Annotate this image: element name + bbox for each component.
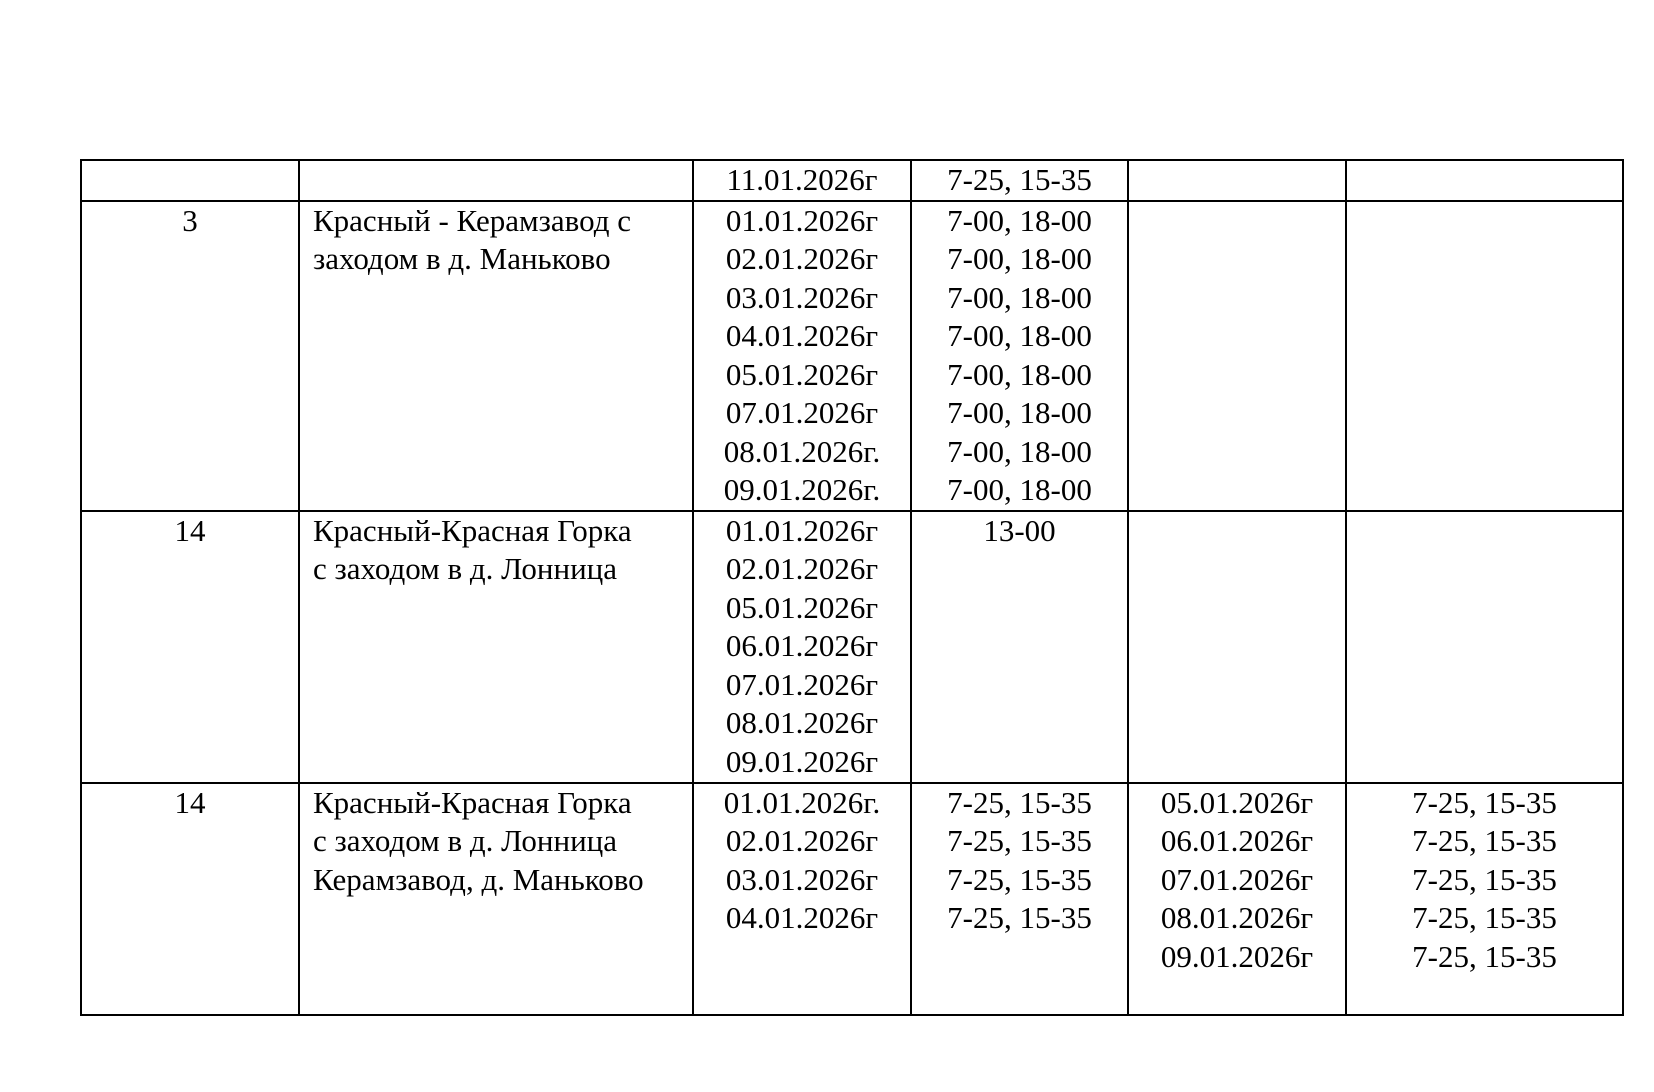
dates-line: 06.01.2026г	[1160, 823, 1314, 858]
extra-times-cell	[1346, 160, 1623, 201]
dates-line: 07.01.2026г	[1160, 861, 1314, 897]
dates-line: 11.01.2026г	[726, 162, 878, 197]
dates-line: 01.01.2026г	[725, 512, 879, 548]
dates-line: 02.01.2026г	[725, 241, 879, 276]
dates-cell	[693, 201, 911, 511]
extra-dates-cell	[1128, 160, 1346, 201]
dates-line: 09.01.2026г.	[723, 472, 881, 507]
dates-line: 09.01.2026г	[725, 743, 879, 779]
times-line: 7-00, 18-00	[947, 241, 1092, 276]
dates-line: 06.01.2026г	[725, 628, 879, 663]
dates-line: 08.01.2026г	[725, 705, 879, 740]
times-line: 7-25, 15-35	[947, 823, 1092, 858]
extra-dates-cell	[1128, 511, 1346, 783]
extra-times-cell	[1346, 783, 1623, 1015]
schedule-table	[80, 159, 1624, 1016]
route-number-cell: 14	[81, 511, 299, 783]
times-line: 7-25, 15-35	[1412, 784, 1557, 820]
extra-times-cell	[1346, 511, 1623, 783]
dates-cell	[693, 783, 911, 1015]
times-line: 7-00, 18-00	[947, 318, 1092, 353]
table-row	[81, 511, 1623, 783]
times-line: 7-00, 18-00	[947, 433, 1092, 469]
times-line: 7-25, 15-35	[1412, 823, 1557, 858]
times-line: 7-25, 15-35	[947, 162, 1092, 197]
times-line: 7-00, 18-00	[947, 202, 1092, 238]
dates-line: 05.01.2026г	[725, 356, 879, 392]
table-row	[81, 783, 1623, 1015]
route-name-cell	[299, 201, 693, 511]
times-cell	[911, 511, 1128, 783]
dates-line: 02.01.2026г	[725, 823, 879, 858]
dates-line: 05.01.2026г	[1160, 784, 1314, 820]
times-line: 13-00	[983, 512, 1056, 548]
table-row	[81, 201, 1623, 511]
dates-line: 04.01.2026г	[725, 318, 879, 353]
times-line: 7-25, 15-35	[1412, 861, 1557, 897]
route-name-cell	[299, 783, 693, 1015]
dates-line: 03.01.2026г	[725, 279, 879, 315]
dates-line: 05.01.2026г	[725, 589, 879, 625]
times-cell	[911, 783, 1128, 1015]
times-line: 7-00, 18-00	[947, 472, 1092, 507]
dates-line: 08.01.2026г	[1160, 900, 1314, 935]
times-line: 7-25, 15-35	[947, 861, 1092, 897]
dates-line: 02.01.2026г	[725, 551, 879, 586]
times-line: 7-25, 15-35	[947, 900, 1092, 935]
extra-dates-cell	[1128, 783, 1346, 1015]
route-line: Керамзавод, д. Маньково	[313, 861, 644, 897]
dates-line: 09.01.2026г	[1160, 938, 1314, 974]
route-line: с заходом в д. Лонница	[313, 551, 618, 586]
schedule-table-body	[81, 160, 1623, 1015]
extra-times-cell	[1346, 201, 1623, 511]
route-line: заходом в д. Маньково	[313, 241, 611, 276]
times-line: 7-25, 15-35	[1412, 938, 1557, 974]
times-line: 7-00, 18-00	[947, 356, 1092, 392]
route-name-cell	[299, 511, 693, 783]
dates-line: 04.01.2026г	[725, 900, 879, 935]
times-cell	[911, 201, 1128, 511]
dates-line: 01.01.2026г	[725, 202, 879, 238]
dates-cell	[693, 511, 911, 783]
times-line: 7-00, 18-00	[947, 279, 1092, 315]
times-cell	[911, 160, 1128, 201]
dates-line: 07.01.2026г	[725, 395, 879, 430]
route-line: Красный-Красная Горка	[313, 512, 632, 548]
times-line: 7-25, 15-35	[1412, 900, 1557, 935]
times-line: 7-25, 15-35	[947, 784, 1092, 820]
dates-line: 01.01.2026г.	[723, 784, 881, 820]
route-name-cell	[299, 160, 693, 201]
dates-cell	[693, 160, 911, 201]
dates-line: 03.01.2026г	[725, 861, 879, 897]
dates-line: 08.01.2026г.	[723, 433, 881, 469]
extra-dates-cell	[1128, 201, 1346, 511]
route-line: Красный - Керамзавод с	[313, 202, 631, 238]
route-line: Красный-Красная Горка	[313, 784, 632, 820]
table-row	[81, 160, 1623, 201]
route-line: с заходом в д. Лонница	[313, 823, 618, 858]
dates-line: 07.01.2026г	[725, 666, 879, 702]
route-number-cell	[81, 160, 299, 201]
times-line: 7-00, 18-00	[947, 395, 1092, 430]
route-number-cell: 3	[81, 201, 299, 511]
route-number-cell: 14	[81, 783, 299, 1015]
